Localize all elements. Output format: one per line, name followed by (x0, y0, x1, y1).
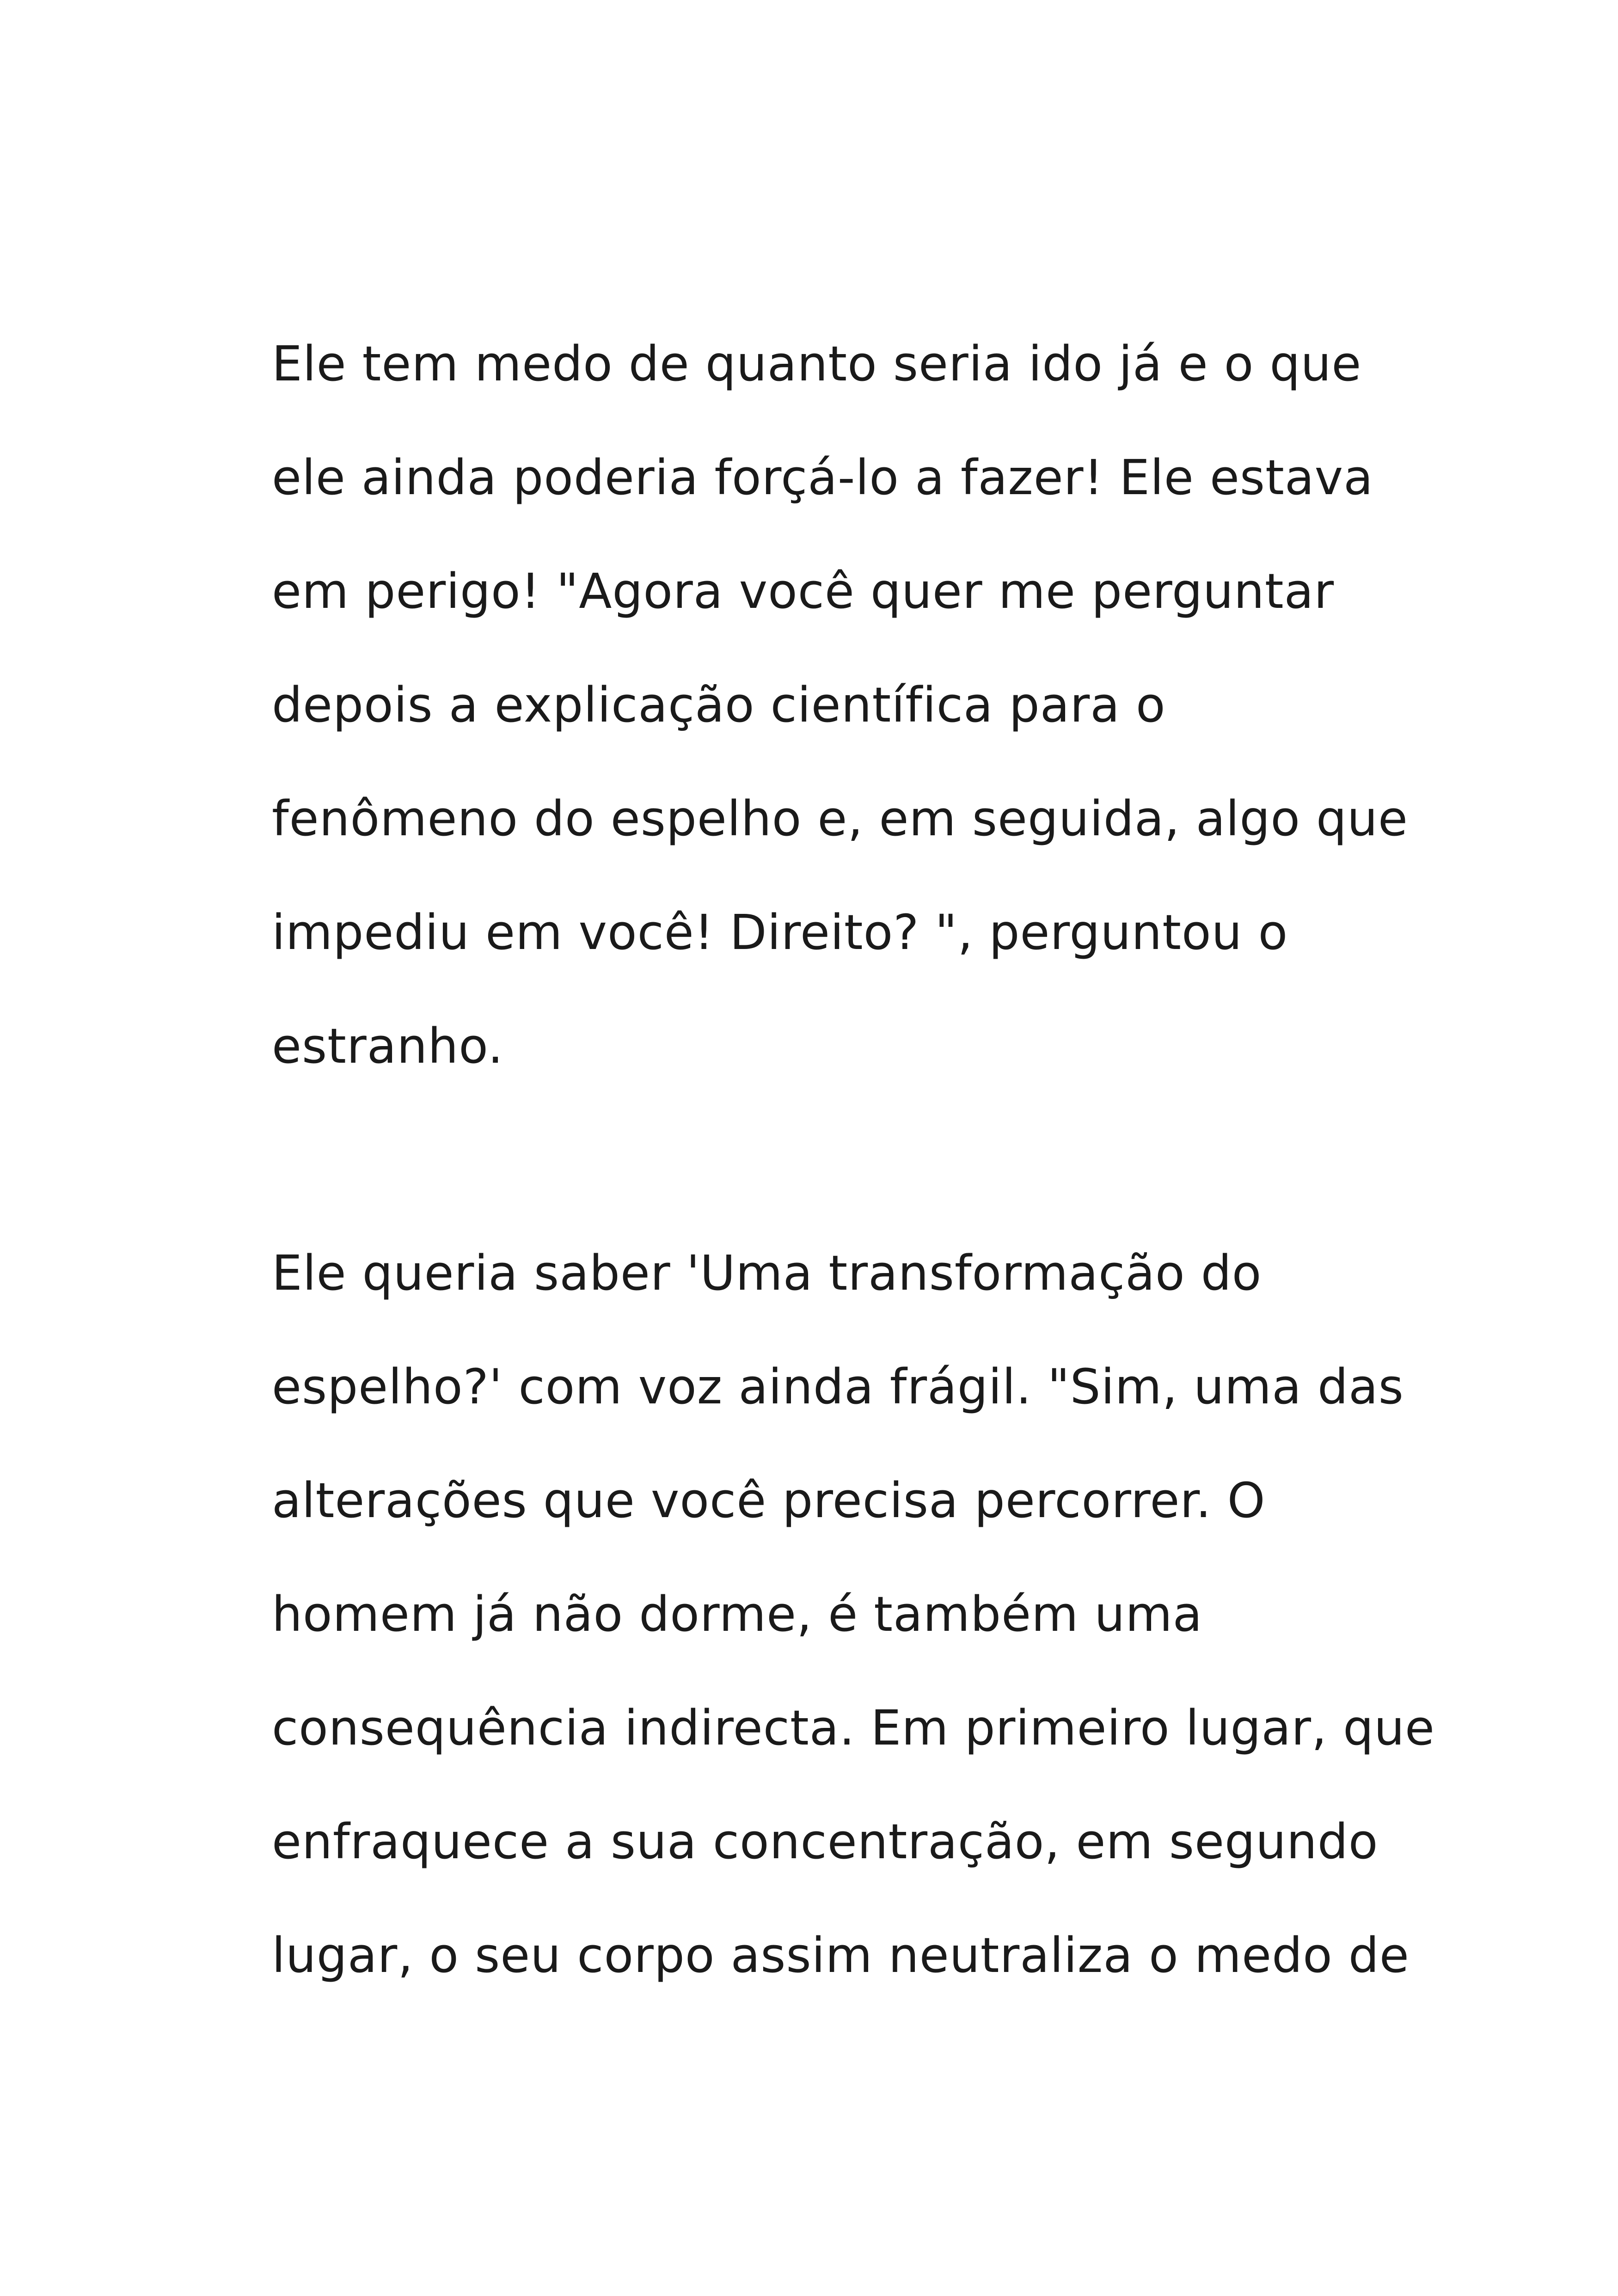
text-line: alterações que você precisa percorrer. O (272, 1472, 1266, 1529)
text-line: em perigo! "Agora você quer me perguntar (272, 563, 1335, 619)
text-line: enfraquece a sua concentração, em segundo (272, 1813, 1379, 1870)
text-line: Ele tem medo de quanto seria ido já e o que (272, 336, 1362, 392)
text-line: lugar, o seu corpo assim neutraliza o medo de (272, 1927, 1410, 1984)
text-line: Ele queria saber 'Uma transformação do (272, 1245, 1262, 1301)
text-line: ele ainda poderia forçá-lo a fazer! Ele estava (272, 449, 1373, 506)
text-line: homem já não dorme, é também uma (272, 1586, 1203, 1642)
text-line: fenômeno do espelho e, em seguida, algo que (272, 790, 1408, 847)
text-line: espelho?' com voz ainda frágil. "Sim, uma das (272, 1359, 1404, 1415)
text-line: consequência indirecta. Em primeiro lugar, que (272, 1700, 1435, 1756)
text-line: impediu em você! Direito? ", perguntou o (272, 904, 1288, 961)
text-line: estranho. (272, 1018, 504, 1074)
text-line: depois a explicação científica para o (272, 677, 1166, 733)
